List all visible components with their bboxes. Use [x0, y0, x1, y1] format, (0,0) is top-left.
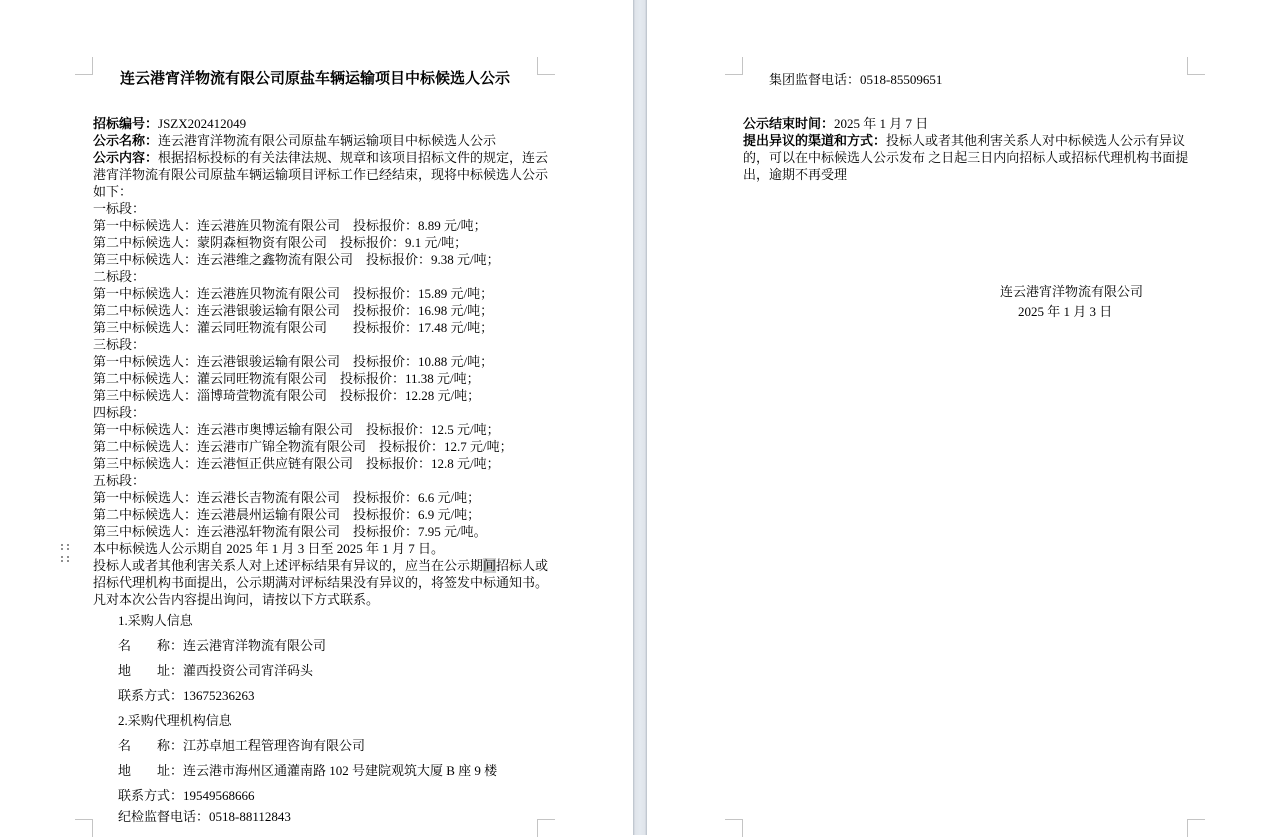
- text-line: [93, 421, 537, 438]
- document-title: 连云港宵洋物流有限公司原盐车辆运输项目中标候选人公示: [119, 71, 510, 87]
- text-segment: 第三中标候选人：连云港恒正供应链有限公司 投标报价：12.8 元/吨；: [93, 456, 500, 471]
- text-line: [743, 149, 1187, 166]
- text-line: [93, 455, 537, 472]
- text-segment: 第一中标候选人：连云港旌贝物流有限公司 投标报价：15.89 元/吨；: [93, 286, 494, 301]
- field-label: 提出异议的渠道和方式：: [743, 133, 887, 148]
- text-line: [93, 783, 537, 808]
- text-segment: 第一中标候选人：连云港市奥博运输有限公司 投标报价：12.5 元/吨；: [93, 422, 500, 437]
- page-1[interactable]: [0, 0, 633, 835]
- signature-company: 连云港宵洋物流有限公司: [1000, 284, 1144, 299]
- text-segment: 四标段：: [93, 405, 146, 420]
- text-line: [93, 285, 537, 302]
- text-line: [93, 387, 537, 404]
- text-line: [93, 217, 537, 234]
- text-line: [743, 115, 1187, 132]
- field-label: 招标编号：: [93, 116, 159, 131]
- text-segment: 二标段：: [93, 269, 146, 284]
- text-segment: 第一中标候选人：连云港旌贝物流有限公司 投标报价：8.89 元/吨；: [93, 218, 487, 233]
- text-line: [93, 608, 537, 633]
- text-segment: JSZX202412049: [158, 116, 247, 131]
- text-line: [93, 132, 537, 149]
- text-segment: 第二中标候选人：连云港晨州运输有限公司 投标报价：6.9 元/吨；: [93, 507, 481, 522]
- text-segment: 第三中标候选人：灌云同旺物流有限公司 投标报价：17.48 元/吨；: [93, 320, 494, 335]
- text-segment: 联系方式：19549568666: [118, 788, 255, 803]
- group-supervision-phone-line: [743, 71, 1187, 88]
- margin-mark-top-right-icon: [1187, 57, 1205, 75]
- text-line: [93, 115, 537, 132]
- text-segment: 名 称：江苏卓旭工程管理咨询有限公司: [118, 738, 366, 753]
- text-line: [93, 251, 537, 268]
- text-segment: 地 址：连云港市海州区通灌南路 102 号建院观筑大厦 B 座 9 楼: [118, 763, 498, 778]
- text-segment: 投标人或者其他利害关系人对上述评标结果有异议的，应当在公示期: [93, 558, 484, 573]
- text-segment: 第二中标候选人：蒙阴森桓物资有限公司 投标报价：9.1 元/吨；: [93, 235, 468, 250]
- text-segment: 第三中标候选人：连云港泓轩物流有限公司 投标报价：7.95 元/吨。: [93, 524, 487, 539]
- text-line: [93, 200, 537, 217]
- page-2[interactable]: [647, 0, 1283, 835]
- margin-mark-top-left-icon: [75, 57, 93, 75]
- text-segment: 第三中标候选人：连云港维之鑫物流有限公司 投标报价：9.38 元/吨；: [93, 252, 500, 267]
- text-segment: 的，可以在中标候选人公示发布 之日起三日内向招标人或招标代理机构书面提: [743, 150, 1189, 165]
- text-segment: 第一中标候选人：连云港长吉物流有限公司 投标报价：6.6 元/吨；: [93, 490, 481, 505]
- text-line: [93, 540, 537, 557]
- text-segment: 联系方式：13675236263: [118, 688, 255, 703]
- text-segment: 港宵洋物流有限公司原盐车辆运输项目评标工作已经结束，现将中标候选人公示: [93, 167, 549, 182]
- margin-mark-top-right-icon: [537, 57, 555, 75]
- text-line: [93, 506, 537, 523]
- text-line: [93, 370, 537, 387]
- text-line: [93, 336, 537, 353]
- paragraph-dots-marker-icon: [61, 544, 63, 546]
- text-line: [93, 708, 537, 733]
- text-segment: 五标段：: [93, 473, 146, 488]
- text-line: [93, 808, 537, 826]
- text-segment: 本中标候选人公示期自 2025 年 1 月 3 日至 2025 年 1 月 7 日。: [93, 541, 445, 556]
- text-line: [93, 404, 537, 421]
- text-line: [93, 683, 537, 708]
- text-line: [93, 353, 537, 370]
- text-line: [93, 183, 537, 200]
- text-line: [93, 319, 537, 336]
- text-segment: 三标段：: [93, 337, 146, 352]
- signature-block: [743, 283, 1187, 320]
- text-segment: 第二中标候选人：灌云同旺物流有限公司 投标报价：11.38 元/吨；: [93, 371, 480, 386]
- text-line: [93, 166, 549, 183]
- text-line: [93, 557, 549, 574]
- text-line: [93, 149, 549, 166]
- text-line: [93, 633, 537, 658]
- text-line: [743, 132, 1187, 149]
- margin-mark-bottom-left-icon: [725, 819, 743, 837]
- text-line: [93, 489, 537, 506]
- field-label: 公示名称：: [93, 133, 159, 148]
- margin-mark-bottom-right-icon: [1187, 819, 1205, 837]
- text-segment: 名 称：连云港宵洋物流有限公司: [118, 638, 327, 653]
- contact-info-section: [93, 608, 537, 826]
- text-line: [93, 234, 537, 251]
- text-segment: 第二中标候选人：连云港银骏运输有限公司 投标报价：16.98 元/吨；: [93, 303, 494, 318]
- text-line: [743, 71, 1187, 88]
- text-line: [93, 658, 537, 683]
- margin-mark-bottom-right-icon: [537, 819, 555, 837]
- text-line: [93, 523, 537, 540]
- text-segment: 2025 年 1 月 7 日: [834, 116, 929, 131]
- page-gap: [633, 0, 647, 835]
- text-segment: 招标代理机构书面提出，公示期满对评标结果没有异议的，将签发中标通知书。: [93, 575, 549, 590]
- text-segment: 集团监督电话：0518-85509651: [769, 72, 943, 87]
- text-segment: 地 址：灌西投资公司宵洋码头: [118, 663, 314, 678]
- text-segment: 一标段：: [93, 201, 146, 216]
- text-segment: 招标人或: [496, 558, 549, 573]
- text-segment: 第二中标候选人：连云港市广锦全物流有限公司 投标报价：12.7 元/吨；: [93, 439, 513, 454]
- text-segment: 第一中标候选人：连云港银骏运输有限公司 投标报价：10.88 元/吨；: [93, 354, 494, 369]
- margin-mark-bottom-left-icon: [75, 819, 93, 837]
- text-segment: 纪检监督电话：0518-88112843: [118, 809, 291, 824]
- field-label: 公示结束时间：: [743, 116, 835, 131]
- text-segment: 第三中标候选人：淄博琦萱物流有限公司 投标报价：12.28 元/吨；: [93, 388, 481, 403]
- announcement-body: [93, 115, 549, 608]
- text-line: [93, 591, 537, 608]
- text-line: [743, 166, 1187, 183]
- text-line: [93, 302, 537, 319]
- text-line: [93, 733, 537, 758]
- text-segment: 出，逾期不再受理: [743, 167, 848, 182]
- text-line: [93, 438, 537, 455]
- text-segment: 2.采购代理机构信息: [118, 713, 232, 728]
- text-segment: 如下：: [93, 184, 133, 199]
- text-segment: 凡对本次公告内容提出询问，请按以下方式联系。: [93, 592, 380, 607]
- objection-section: [743, 115, 1187, 183]
- text-segment: 投标人或者其他利害关系人对中标候选人公示有异议: [886, 133, 1186, 148]
- text-line: [93, 758, 537, 783]
- text-segment: 1.采购人信息: [118, 613, 193, 628]
- text-segment: 根据招标投标的有关法律法规、规章和该项目招标文件的规定，连云: [158, 150, 549, 165]
- highlighted-char: 间: [483, 558, 497, 573]
- margin-mark-top-left-icon: [725, 57, 743, 75]
- text-line: [93, 574, 549, 591]
- field-label: 公示内容：: [93, 150, 159, 165]
- signature-date: 2025 年 1 月 3 日: [1018, 304, 1113, 319]
- text-line: [93, 472, 537, 489]
- text-line: [93, 268, 537, 285]
- text-segment: 连云港宵洋物流有限公司原盐车辆运输项目中标候选人公示: [158, 133, 497, 148]
